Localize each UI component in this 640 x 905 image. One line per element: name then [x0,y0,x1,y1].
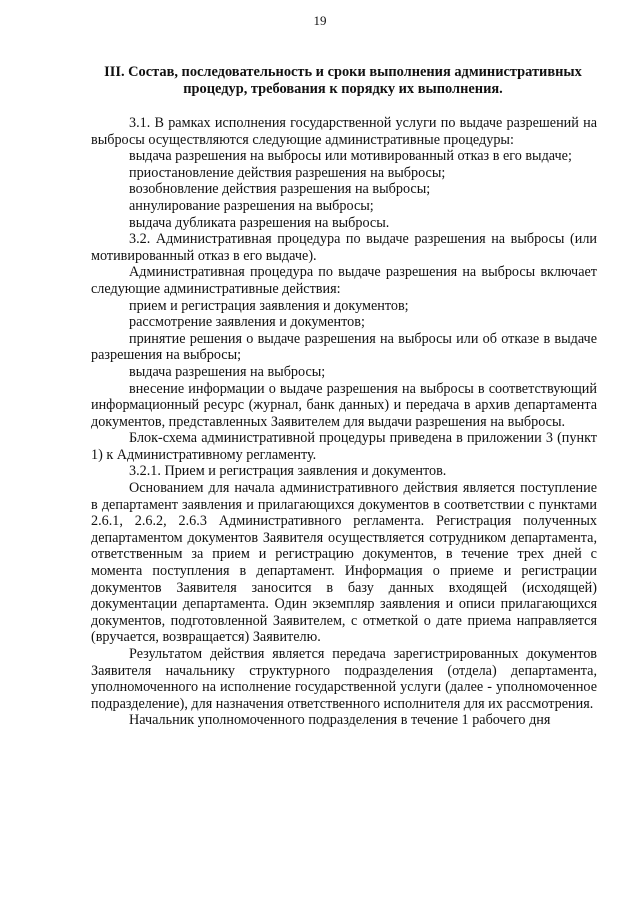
list-item: внесение информации о выдаче разрешения на выбросы в соответствующий информационный ресурс (журнал, банк данных) и передача в архив департамента документов, представленных Заявителем для выдачи разрешения на выбросы. [91,380,597,430]
section-heading: III. Состав, последовательность и сроки выполнения административных процедур, требования к порядку их выполнения. [104,64,582,97]
list-item: приостановление действия разрешения на выбросы; [129,164,446,181]
paragraph: Основанием для начала административного действия является поступление в департамент заявления и прилагающихся документов в соответствии с пунктами 2.6.1, 2.6.2, 2.6.3 Административного регламента. Регистрация полученных департаментом документов Заявителя осуществляется сотрудником департамента, ответственным за прием и регистрацию документов, в течение трех дней с момента поступления в департамент. Информация о приеме и регистрации документов Заявителя заносится в базу данных входящей (исходящей) документации департамента. Один экземпляр заявления и описи прилагающихся документов, подготовленной Заявителем, с отметкой о дате приема направляется (вручается, возвращается) Заявителю. [91,480,597,646]
list-item: принятие решения о выдаче разрешения на выбросы или об отказе в выдаче разрешения на выбросы; [91,330,597,364]
paragraph: Административная процедура по выдаче разрешения на выбросы включает следующие административные действия: [91,264,597,297]
list-item: выдача дубликата разрешения на выбросы. [129,214,390,231]
list-item: выдача разрешения на выбросы; [129,363,326,380]
list-item: рассмотрение заявления и документов; [129,314,365,331]
document-body [91,115,597,729]
paragraph: 3.2. Административная процедура по выдаче разрешения на выбросы (или мотивированный отказ в его выдаче). [91,231,597,264]
list-item: аннулирование разрешения на выбросы; [129,197,374,214]
page-number: 19 [313,13,327,28]
paragraph: Начальник уполномоченного подразделения в течение 1 рабочего дня [129,712,551,729]
list-item: возобновление действия разрешения на выбросы; [129,181,431,198]
list-item: выдача разрешения на выбросы или мотивированный отказ в его выдаче; [129,148,572,165]
list-item: прием и регистрация заявления и документов; [129,297,409,314]
paragraph: 3.1. В рамках исполнения государственной услуги по выдаче разрешений на выбросы осуществляются следующие административные процедуры: [91,115,597,148]
subsection-title: 3.2.1. Прием и регистрация заявления и документов. [129,463,447,480]
paragraph: Результатом действия является передача зарегистрированных документов Заявителя начальнику структурного подразделения (отдела) департамента, уполномоченного на исполнение государственной услуги (далее - уполномоченное подразделение), для назначения ответственного исполнителя для их рассмотрения. [91,646,597,712]
paragraph: Блок-схема административной процедуры приведена в приложении 3 (пункт 1) к Административному регламенту. [91,430,597,463]
